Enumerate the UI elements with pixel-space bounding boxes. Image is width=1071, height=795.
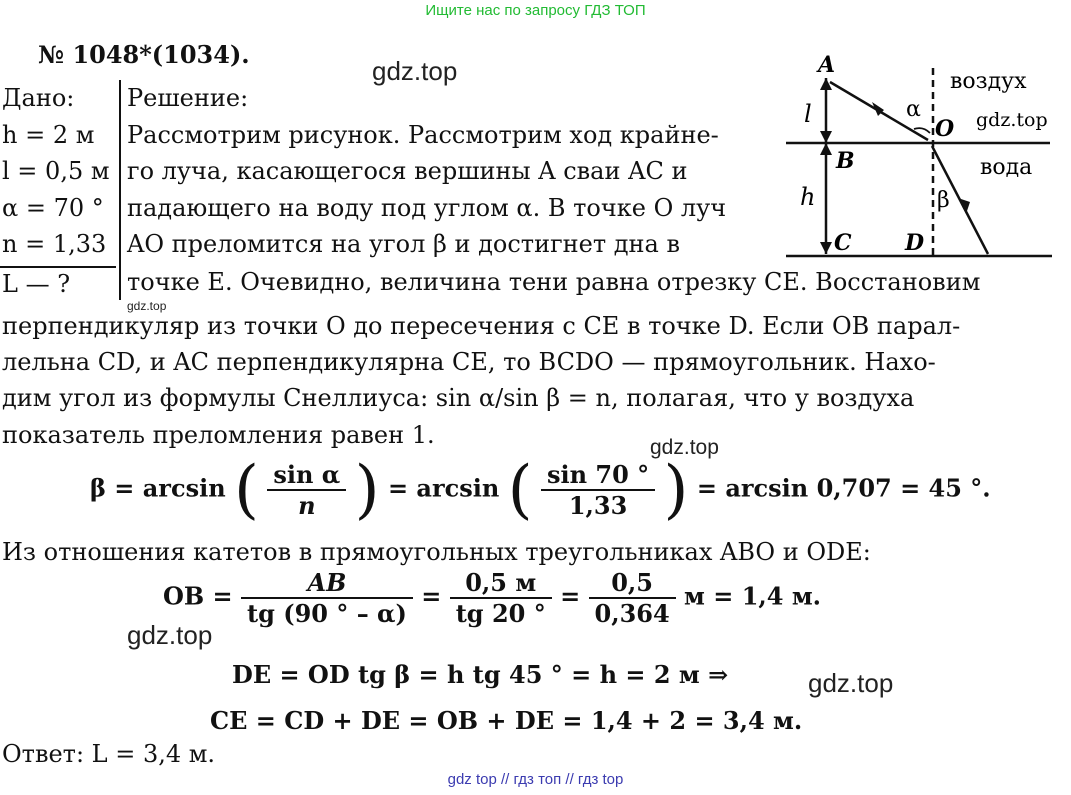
given-h: h = 2 м <box>2 121 95 149</box>
fraction-num: 0,5 <box>589 568 676 599</box>
given-find: L — ? <box>2 270 71 298</box>
refraction-diagram <box>780 50 1070 265</box>
solution-line-4: AO преломится на угол β и достигнет дна в <box>127 230 680 258</box>
solution-line-2: го луча, касающегося вершины A сваи AC и <box>127 157 688 185</box>
paren-close-2: ) <box>663 453 689 527</box>
fraction-num: 0,5 м <box>450 568 552 599</box>
equals-sign: = <box>560 581 581 611</box>
solution-line-3: падающего на воду под углом α. В точке O луч <box>127 194 727 222</box>
solution-line-8: дим угол из формулы Снеллиуса: sin α/sin β = n, полагая, что у воздуха <box>2 384 915 412</box>
fraction-ab <box>241 568 413 628</box>
top-banner: Ищите нас по запросу ГДЗ ТОП <box>425 2 646 19</box>
formula-ob-lhs: OB = <box>163 581 233 611</box>
solution-line-9: показатель преломления равен 1. <box>2 421 435 449</box>
paren-open-2: ( <box>507 453 533 527</box>
label-l: l <box>804 100 812 128</box>
fraction-num: AB <box>241 568 413 599</box>
fraction-05-0364 <box>589 568 676 628</box>
formula-beta-eq: = arcsin <box>387 473 500 503</box>
given-header: Дано: <box>2 84 75 112</box>
h-arrow-down <box>820 242 832 254</box>
formula-ob <box>163 568 821 628</box>
formula-beta-lhs: β = arcsin <box>90 473 226 503</box>
paren-open-1: ( <box>234 453 259 527</box>
given-n: n = 1,33 <box>2 230 107 258</box>
fraction-sin-70 <box>541 460 655 520</box>
fraction-sin-alpha <box>267 460 346 520</box>
label-alpha: α <box>906 97 921 122</box>
formula-ce: CE = CD + DE = OB + DE = 1,4 + 2 = 3,4 м. <box>210 706 803 735</box>
given-divider-horizontal <box>0 266 116 268</box>
solution-line-6: перпендикуляр из точки O до пересечения с CE в точке D. Если OB парал- <box>2 312 961 340</box>
fraction-den: 1,33 <box>568 491 628 520</box>
triangles-line: Из отношения катетов в прямоугольных треугольниках ABO и ODE: <box>2 538 871 566</box>
watermark-3: gdz.top <box>127 620 213 650</box>
solution-header: Решение: <box>127 84 249 112</box>
solution-line-5: точке E. Очевидно, величина тени равна отрезку CE. Восстановим <box>127 268 981 296</box>
fraction-den: 0,364 <box>594 599 670 628</box>
equals-sign: = <box>421 581 442 611</box>
fraction-num: sin α <box>267 460 346 491</box>
h-arrow-up <box>820 143 832 155</box>
label-A: A <box>818 52 836 78</box>
label-air: воздух <box>950 69 1027 94</box>
label-h: h <box>800 183 816 211</box>
formula-beta <box>90 453 991 527</box>
given-alpha: α = 70 ° <box>2 194 104 222</box>
refracted-ray-arrow <box>958 198 970 214</box>
solution-line-7: лельна CD, и AC перпендикулярна CE, то BCDO — прямоугольник. Нахо- <box>2 348 936 376</box>
formula-de: DE = OD tg β = h tg 45 ° = h = 2 м ⇒ <box>232 660 729 689</box>
watermark-4: gdz.top <box>808 668 894 698</box>
fraction-den: n <box>298 491 316 520</box>
watermark-1: gdz.top <box>372 56 458 86</box>
solution-line-1: Рассмотрим рисунок. Рассмотрим ход крайне- <box>127 121 719 149</box>
watermark-small: gdz.top <box>127 299 167 313</box>
given-divider-vertical <box>119 80 121 300</box>
formula-beta-tail: = arcsin 0,707 = 45 °. <box>696 473 991 503</box>
label-beta: β <box>937 188 950 213</box>
label-D: D <box>905 230 925 256</box>
label-O: O <box>935 116 955 142</box>
watermark-diagram: gdz.top <box>976 109 1048 131</box>
paren-close-1: ) <box>354 453 380 527</box>
fraction-num: sin 70 ° <box>541 460 655 491</box>
label-water: вода <box>980 155 1033 180</box>
formula-ob-tail: м = 1,4 м. <box>684 581 822 611</box>
fraction-den: tg (90 ° – α) <box>247 599 407 628</box>
fraction-den: tg 20 ° <box>455 599 546 628</box>
l-arrow-up <box>820 78 832 90</box>
fraction-05m <box>450 568 552 628</box>
problem-title: № 1048*(1034). <box>38 40 250 69</box>
answer-line: Ответ: L = 3,4 м. <box>2 740 216 768</box>
label-B: B <box>836 148 855 174</box>
l-arrow-down <box>820 131 832 143</box>
given-l: l = 0,5 м <box>2 157 110 185</box>
watermark-2: gdz.top <box>650 436 719 459</box>
label-C: C <box>834 230 852 256</box>
bottom-banner: gdz top // гдз топ // гдз top <box>447 771 624 788</box>
